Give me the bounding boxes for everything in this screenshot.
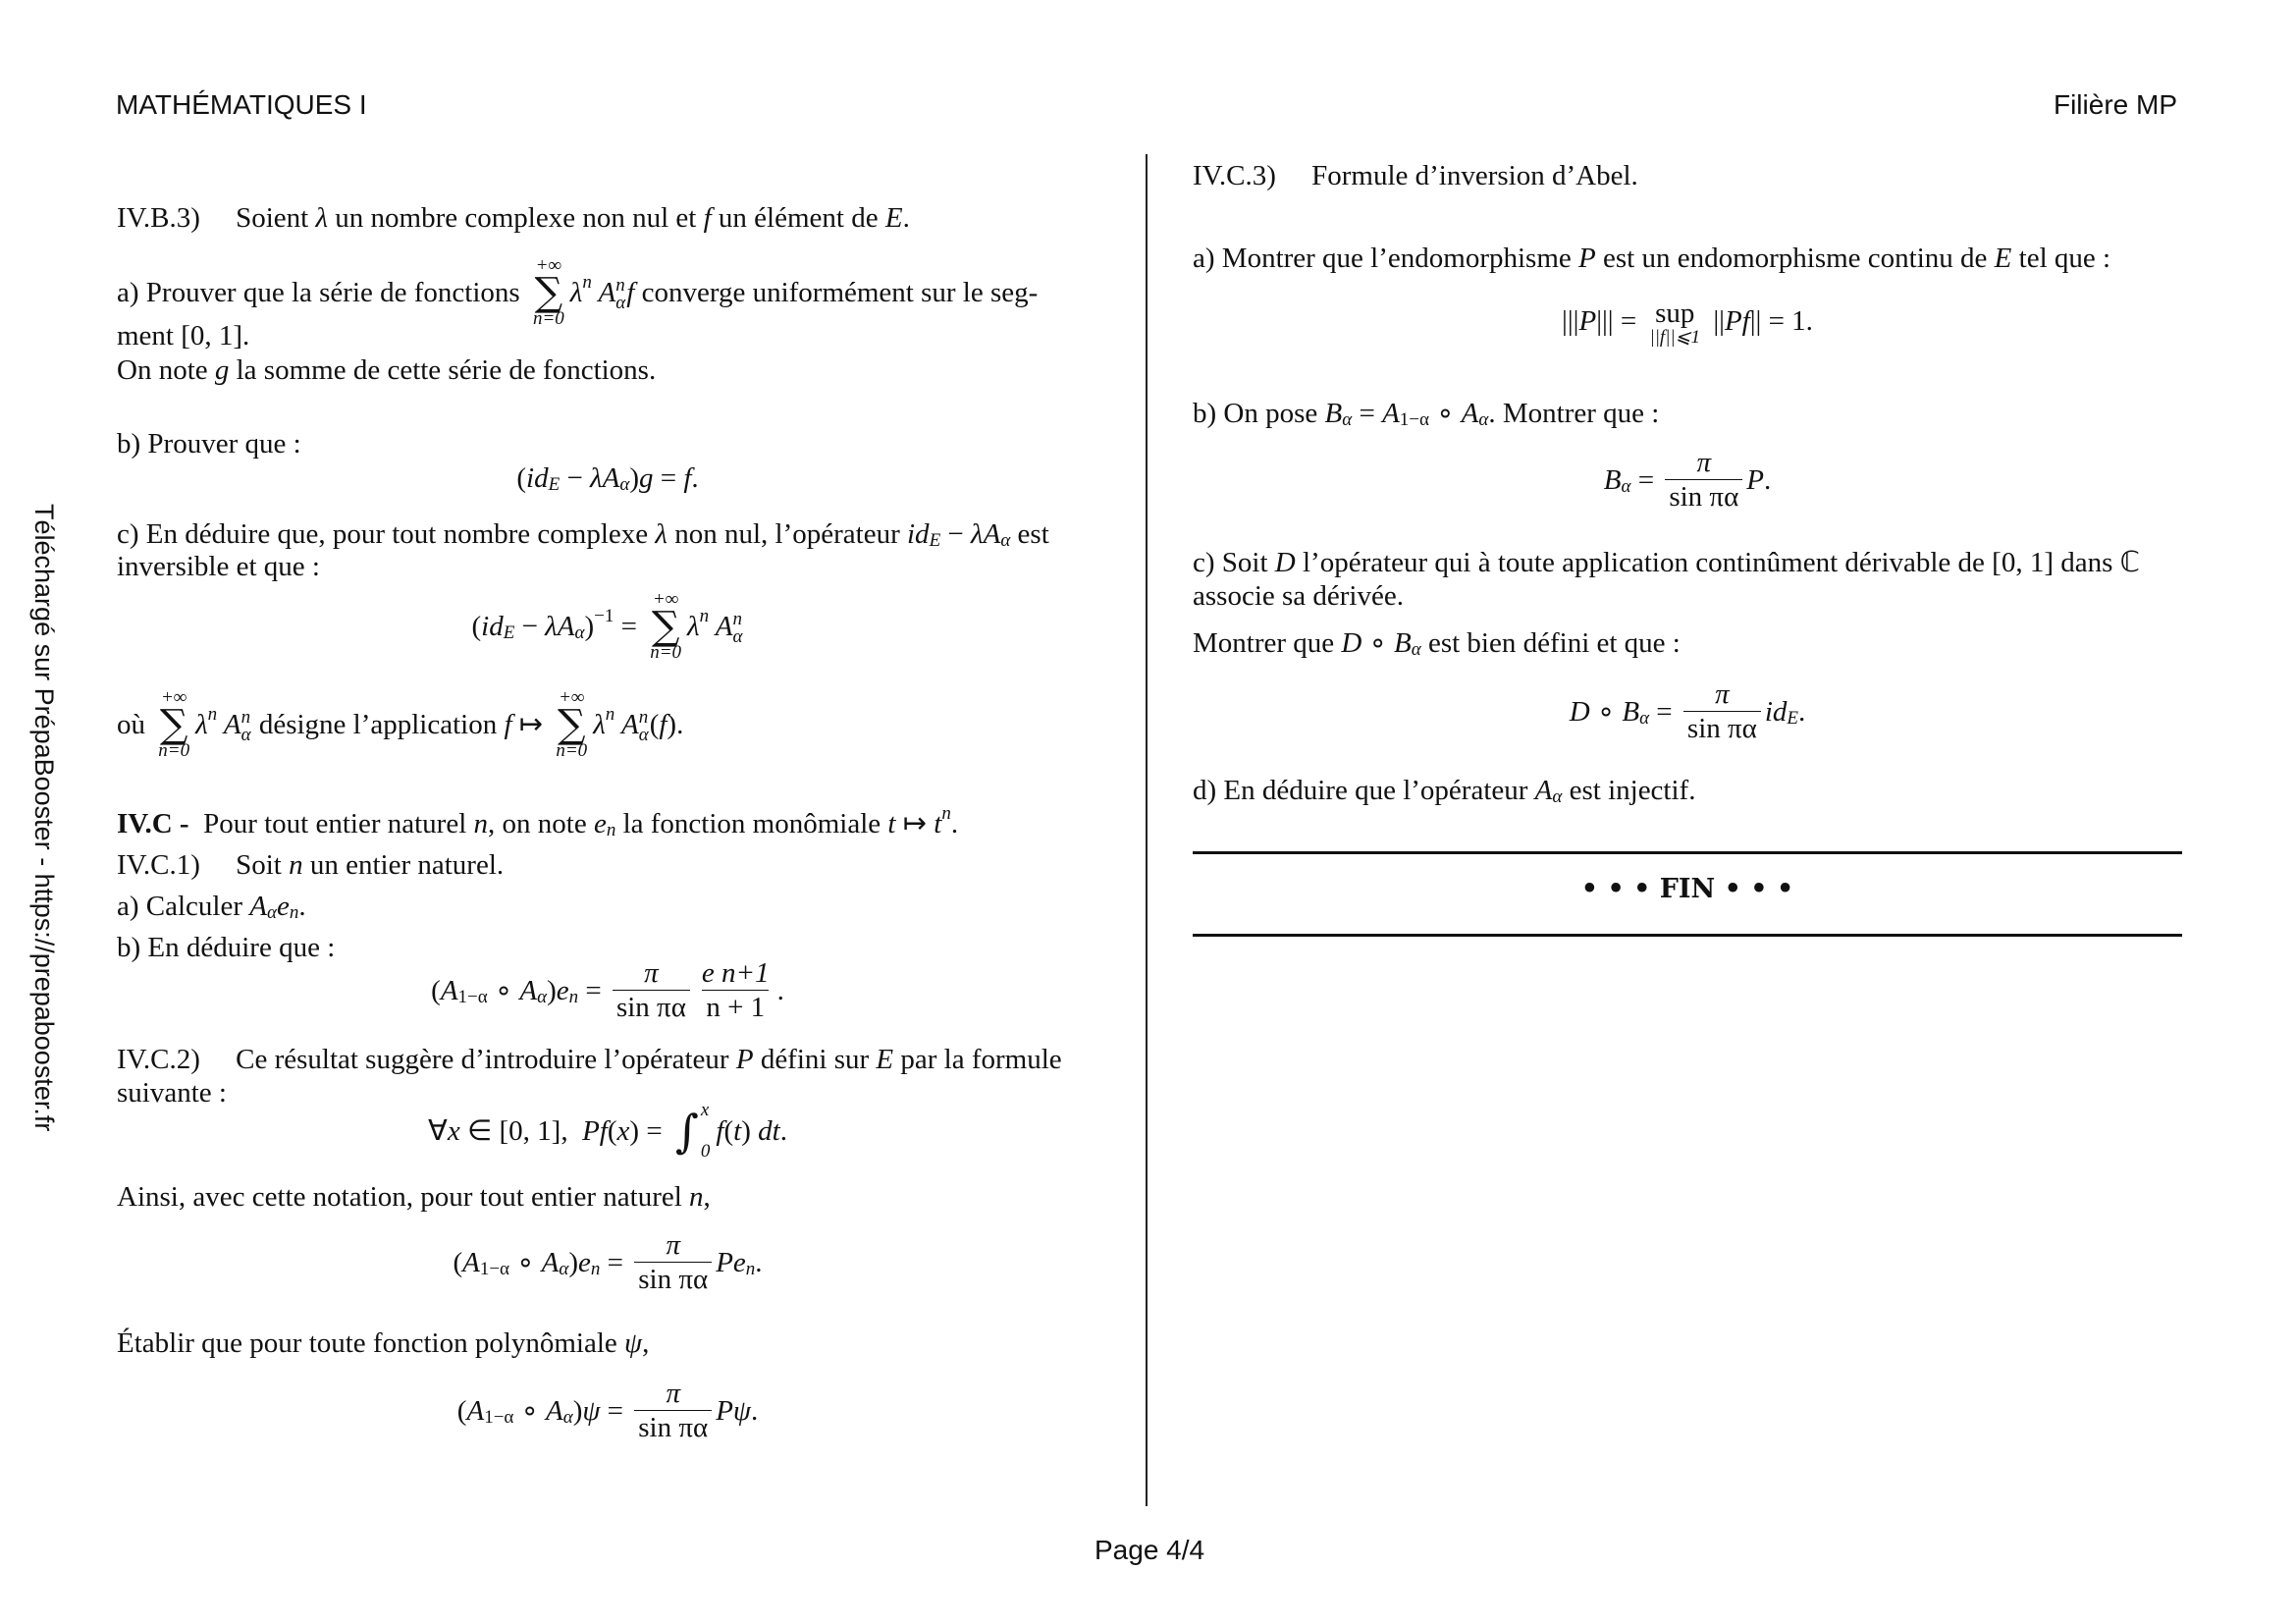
math-subscript: n	[745, 1258, 756, 1279]
math-symbol: λ	[569, 277, 583, 308]
text-run: par la formule	[893, 1044, 1062, 1075]
text-run: (	[471, 611, 482, 642]
text-run: =	[600, 1394, 631, 1427]
text-run: ||	[1706, 305, 1725, 337]
math-superscript: n	[638, 707, 649, 728]
text-run: un nombre complexe non nul et	[328, 202, 704, 234]
math-symbol: g	[638, 462, 654, 494]
sum-lower-limit: n=0	[532, 308, 564, 329]
math-symbol: D	[1274, 547, 1296, 578]
question-ivc3-b	[1193, 397, 1659, 430]
math-symbol: A	[591, 277, 616, 308]
math-symbol: λ	[315, 202, 329, 234]
math-subscript: α	[615, 293, 626, 313]
math-subsup	[733, 611, 743, 646]
math-subscript: 1−α	[1399, 409, 1429, 430]
page-number: Page 4/4	[1095, 1535, 1205, 1565]
fraction	[1683, 679, 1761, 743]
equation-etablir	[117, 1379, 1098, 1442]
text-run: .	[779, 1115, 787, 1147]
section-label: IV.C -	[117, 808, 196, 839]
fraction	[698, 958, 774, 1022]
math-subscript: α	[562, 1406, 573, 1428]
math-symbol: t	[887, 808, 896, 839]
math-symbol: λ	[593, 709, 606, 740]
text-run: .	[950, 808, 959, 839]
question-ivc1-a	[117, 890, 306, 923]
math-symbol: x	[447, 1115, 460, 1147]
text-run: ,	[703, 1181, 711, 1213]
text-run: est injectif.	[1562, 775, 1696, 806]
paragraph-ainsi	[117, 1180, 711, 1214]
column-divider	[1146, 154, 1148, 1506]
math-symbol: P	[1746, 463, 1764, 496]
text-run: ment [0, 1].	[117, 320, 250, 352]
fraction	[634, 1230, 712, 1294]
text-run: la somme de cette série de fonctions.	[229, 354, 657, 386]
math-symbol: ψ	[582, 1394, 601, 1427]
text-run: )	[572, 1394, 583, 1427]
text-run: )	[741, 1115, 759, 1147]
text-run: ∘	[509, 1246, 542, 1278]
text-run: =	[578, 974, 609, 1006]
fraction-numerator: π	[666, 1229, 680, 1261]
question-ivb3-a-note	[117, 353, 656, 387]
math-subscript: n	[590, 1258, 601, 1279]
math-symbol: f	[716, 1115, 724, 1147]
math-symbol: A	[546, 1394, 563, 1427]
sigma-symbol: ∑	[534, 270, 563, 315]
question-ivc3-c	[1193, 546, 2140, 579]
question-ivb3-c-definition	[117, 689, 683, 760]
math-symbol: A	[249, 891, 267, 922]
question-ivc3	[1193, 159, 1638, 192]
math-subscript: 1−α	[479, 1258, 509, 1279]
sup-operator: sup	[1655, 298, 1695, 329]
fraction-denominator: sin πα	[634, 1262, 712, 1294]
math-symbol: A	[1461, 398, 1479, 429]
text-run: (	[431, 974, 441, 1006]
math-superscript: −1	[594, 606, 614, 626]
equation-ivb3-b	[117, 461, 1098, 495]
math-symbol: e	[593, 808, 607, 839]
summation	[533, 257, 564, 328]
text-run: converge uniformément sur le seg-	[634, 277, 1039, 308]
math-symbol: id	[1764, 695, 1788, 728]
math-subscript: α	[1639, 707, 1650, 729]
math-symbol: g	[214, 354, 230, 386]
fraction-denominator: sin πα	[1665, 479, 1742, 512]
integral-symbol: ∫	[674, 1105, 699, 1158]
text-run: tel que :	[2011, 243, 2111, 274]
text-run: Montrer que	[1193, 627, 1342, 659]
math-symbol: P	[1578, 305, 1597, 337]
text-run: , on note	[488, 808, 594, 839]
text-run: inversible et que :	[117, 551, 320, 582]
text-run: ∘	[1362, 627, 1395, 659]
math-subscript: α	[559, 1258, 569, 1279]
text-run: =	[614, 611, 645, 642]
math-subscript: α	[574, 623, 585, 643]
end-marker: • • • FIN • • •	[1580, 874, 1794, 904]
fraction-numerator: e n+1	[701, 957, 770, 989]
fraction-denominator: sin πα	[613, 990, 690, 1022]
end-rule-bottom	[1193, 934, 2182, 937]
math-subscript: n	[606, 820, 616, 840]
math-symbol: dt	[758, 1115, 780, 1147]
fraction-numerator: π	[644, 957, 659, 989]
text-run: =	[600, 1246, 631, 1278]
question-ivc3-c-cont	[1193, 579, 1404, 613]
question-ivb3-b	[117, 427, 301, 460]
equation-ivc3-b	[1193, 448, 2182, 512]
equation-ivb3-c	[117, 591, 1098, 662]
watermark-text: Téléchargé sur PrépaBooster - https://prepabooster.fr	[29, 504, 59, 1132]
text-run: Pour tout entier naturel	[195, 808, 474, 839]
math-symbol: λA	[545, 611, 575, 642]
text-run: =	[653, 462, 684, 494]
math-symbol: e	[276, 891, 290, 922]
text-run: .	[902, 202, 910, 234]
text-run: .	[691, 462, 699, 494]
sum-upper-limit: +∞	[652, 589, 679, 610]
math-symbol: x	[616, 1115, 630, 1147]
math-symbol: n	[689, 1181, 704, 1213]
text-run: )	[629, 462, 639, 494]
math-symbol: B	[1324, 398, 1343, 429]
sup-condition: ||f||⩽1	[1649, 327, 1701, 348]
text-run: suivante :	[117, 1077, 227, 1109]
sigma-symbol: ∑	[557, 702, 586, 747]
text-run: b) On pose	[1193, 398, 1325, 429]
math-subscript: 1−α	[484, 1406, 514, 1428]
supremum	[1649, 297, 1700, 346]
text-run: b) Prouver que :	[117, 428, 301, 460]
equation-ivc3-a	[1193, 297, 2182, 346]
math-symbol: D	[1569, 695, 1590, 728]
math-subscript: α	[1478, 409, 1489, 430]
text-run: ||| =	[1596, 305, 1644, 337]
math-superscript: n	[699, 606, 710, 626]
question-ivc2	[117, 1043, 1062, 1076]
fraction	[613, 958, 690, 1022]
math-symbol: A	[217, 709, 241, 740]
text-run: (	[453, 1246, 463, 1278]
text-run: a) Prouver que la série de fonctions	[117, 277, 527, 308]
text-run: a) Montrer que l’endomorphisme	[1193, 243, 1579, 274]
text-run: IV.C.1) Soit	[117, 849, 290, 881]
math-superscript: n	[582, 272, 592, 293]
math-subscript: α	[619, 474, 630, 495]
text-run: est bien défini et que :	[1420, 627, 1681, 659]
math-subscript: α	[537, 986, 548, 1007]
text-run: ) =	[629, 1115, 669, 1147]
math-symbol: A	[462, 1246, 480, 1278]
text-run: l’opérateur qui à toute application continûment dérivable de [0, 1] dans ℂ	[1295, 547, 2140, 578]
text-run: . Montrer que :	[1488, 398, 1660, 429]
math-symbol: id	[481, 611, 504, 642]
math-symbol: A	[466, 1394, 485, 1427]
sum-upper-limit: +∞	[160, 687, 187, 708]
text-run: =	[1630, 463, 1662, 496]
math-subsup	[241, 709, 251, 744]
text-run: Ainsi, avec cette notation, pour tout entier naturel	[117, 1181, 690, 1213]
fraction	[1665, 448, 1742, 512]
math-subscript: n	[289, 902, 299, 923]
math-symbol: E	[1994, 243, 2012, 274]
text-run: IV.C.2) Ce résultat suggère d’introduire l’opérateur	[117, 1044, 736, 1075]
math-symbol: t	[934, 808, 942, 839]
math-symbol: n	[473, 808, 489, 839]
text-run: (	[456, 1394, 467, 1427]
math-symbol: A	[519, 974, 538, 1006]
math-symbol: B	[1622, 695, 1640, 728]
integral-limits	[701, 1102, 711, 1161]
math-superscript: n	[615, 275, 625, 296]
math-symbol: A	[709, 611, 733, 642]
fraction-denominator: sin πα	[634, 1410, 712, 1442]
sum-upper-limit: +∞	[535, 255, 562, 276]
question-ivb3-a-cont	[117, 319, 249, 352]
text-run: ∘	[1428, 398, 1462, 429]
text-run: −	[560, 462, 591, 494]
text-run: =	[1649, 695, 1680, 728]
math-subscript: α	[1621, 475, 1631, 497]
text-run: b) En déduire que :	[117, 932, 336, 963]
math-symbol: λA	[971, 518, 1001, 550]
sum-lower-limit: n=0	[158, 740, 190, 761]
math-symbol: id	[526, 462, 549, 494]
math-symbol: λ	[687, 611, 700, 642]
text-run: ∈ [0, 1],	[459, 1115, 583, 1147]
fraction-denominator: n + 1	[702, 990, 769, 1022]
fraction-numerator: π	[1696, 447, 1712, 478]
question-ivb3	[117, 201, 910, 235]
math-symbol: f	[626, 277, 635, 308]
text-run: =	[1352, 398, 1383, 429]
equation-ivc2	[117, 1102, 1098, 1161]
math-superscript: n	[605, 704, 615, 725]
text-run: IV.B.3) Soient	[117, 202, 316, 234]
text-run: désigne l’application	[251, 709, 505, 740]
equation-ainsi	[117, 1230, 1098, 1294]
math-symbol: A	[1534, 775, 1553, 806]
fraction-numerator: π	[1715, 678, 1730, 710]
text-run: a) Calculer	[117, 891, 250, 922]
math-subscript: α	[1000, 530, 1011, 551]
math-symbol: e	[578, 1246, 591, 1278]
math-superscript: n	[732, 609, 743, 629]
text-run: .	[750, 1394, 759, 1427]
math-subscript: α	[1342, 409, 1353, 430]
text-run: d) En déduire que l’opérateur	[1193, 775, 1535, 806]
math-symbol: λ	[195, 709, 208, 740]
text-run: || = 1.	[1749, 305, 1813, 337]
math-symbol: Pe	[716, 1246, 746, 1278]
math-symbol: n	[289, 849, 303, 881]
text-run: est un endomorphisme continu de	[1595, 243, 1995, 274]
text-run: .	[1798, 695, 1806, 728]
math-symbol: id	[907, 518, 930, 550]
text-run: Établir que pour toute fonction polynômiale	[117, 1327, 625, 1359]
text-run: associe sa dérivée.	[1193, 580, 1404, 612]
text-run: ).	[667, 709, 684, 740]
math-subscript: α	[1411, 639, 1421, 660]
text-run: non nul, l’opérateur	[667, 518, 907, 550]
watermark	[29, 504, 59, 1132]
header-subject: MATHÉMATIQUES I	[116, 89, 367, 120]
text-run: est	[1010, 518, 1049, 550]
text-run: (	[723, 1115, 734, 1147]
question-ivc3-d	[1193, 774, 1695, 807]
question-ivc3-c-show	[1193, 626, 1681, 660]
fraction-numerator: π	[666, 1378, 680, 1409]
text-run: .	[298, 891, 306, 922]
math-subscript: E	[503, 623, 515, 643]
math-subscript: n	[568, 986, 579, 1007]
math-symbol: P	[1578, 243, 1596, 274]
math-symbol: f	[659, 709, 667, 740]
question-ivb3-c	[117, 517, 1049, 551]
end-rule-top	[1193, 851, 2182, 854]
text-run: On note	[117, 354, 215, 386]
math-symbol: D	[1341, 627, 1362, 659]
text-run: défini sur	[753, 1044, 877, 1075]
math-symbol: e	[556, 974, 569, 1006]
summation	[650, 591, 681, 662]
text-run: IV.C.3) Formule d’inversion d’Abel.	[1193, 160, 1638, 191]
integral-lower-limit: 0	[700, 1141, 711, 1162]
math-superscript: n	[941, 803, 951, 824]
question-ivc1	[117, 848, 504, 882]
math-symbol: ψ	[624, 1327, 643, 1359]
math-symbol: f	[504, 709, 512, 740]
text-run: (	[607, 1115, 617, 1147]
math-symbol: f	[703, 202, 712, 234]
text-run: c) Soit	[1193, 547, 1275, 578]
question-ivb3-a	[117, 257, 1038, 328]
summation	[556, 689, 587, 760]
math-subscript: 1−α	[457, 986, 488, 1007]
text-run: où	[117, 709, 153, 740]
math-subscript: E	[548, 474, 561, 495]
math-subscript: α	[638, 725, 649, 745]
math-subscript: α	[1552, 786, 1563, 807]
math-symbol: B	[1603, 463, 1622, 496]
math-superscript: n	[240, 707, 251, 728]
text-run: ∀	[428, 1115, 448, 1147]
text-run: )	[568, 1246, 579, 1278]
sum-lower-limit: n=0	[556, 740, 588, 761]
text-run: ∘	[487, 974, 520, 1006]
integral-upper-limit: x	[700, 1100, 710, 1120]
math-symbol: A	[440, 974, 458, 1006]
text-run: la fonction monômiale	[615, 808, 888, 839]
text-run: −	[940, 518, 972, 550]
text-run: .	[1763, 463, 1772, 496]
math-symbol: λ	[655, 518, 667, 550]
math-symbol: λA	[590, 462, 620, 494]
text-run: −	[514, 611, 546, 642]
fraction	[634, 1379, 712, 1442]
math-symbol: f	[683, 462, 692, 494]
text-run: ∘	[1589, 695, 1623, 728]
text-run: .	[776, 974, 784, 1006]
text-run: ,	[642, 1327, 650, 1359]
sigma-symbol: ∑	[159, 702, 188, 747]
equation-ivc1-b	[117, 958, 1098, 1022]
text-run: ↦	[895, 808, 934, 839]
math-subscript: α	[266, 902, 277, 923]
sigma-symbol: ∑	[651, 604, 680, 649]
fraction-denominator: sin πα	[1683, 711, 1761, 743]
text-run: .	[755, 1246, 763, 1278]
math-symbol: B	[1394, 627, 1412, 659]
text-run: )	[547, 974, 557, 1006]
text-run: (	[649, 709, 660, 740]
math-superscript: n	[207, 704, 218, 725]
math-subscript: E	[1787, 707, 1799, 729]
question-ivb3-c-cont	[117, 550, 320, 583]
text-run: un élément de	[711, 202, 885, 234]
question-ivc3-a	[1193, 242, 2110, 275]
sum-upper-limit: +∞	[559, 687, 585, 708]
section-ivc	[117, 803, 959, 840]
paragraph-etablir	[117, 1326, 649, 1360]
math-symbol: E	[876, 1044, 894, 1075]
text-run: )	[584, 611, 595, 642]
integral	[675, 1102, 710, 1161]
math-symbol: E	[884, 202, 903, 234]
math-subscript: α	[732, 626, 743, 647]
equation-ivc3-c	[1193, 679, 2182, 743]
text-run: un entier naturel.	[302, 849, 505, 881]
math-symbol: Pf	[582, 1115, 608, 1147]
text-run: ↦	[511, 709, 551, 740]
text-run: |||	[1562, 305, 1579, 337]
text-run: c) En déduire que, pour tout nombre complexe	[117, 518, 656, 550]
math-subsup	[639, 709, 649, 744]
sum-lower-limit: n=0	[650, 642, 682, 663]
math-symbol: A	[541, 1246, 560, 1278]
math-symbol: Pf	[1724, 305, 1750, 337]
math-subscript: E	[929, 530, 941, 551]
math-subsup	[615, 277, 625, 312]
math-subscript: α	[240, 725, 251, 745]
math-symbol: P	[735, 1044, 754, 1075]
math-symbol: A	[614, 709, 639, 740]
math-symbol: A	[1382, 398, 1400, 429]
summation	[158, 689, 189, 760]
math-symbol: Pψ	[716, 1394, 751, 1427]
header-track: Filière MP	[2053, 89, 2177, 120]
text-run: (	[516, 462, 527, 494]
text-run: ∘	[513, 1394, 547, 1427]
math-symbol: t	[733, 1115, 742, 1147]
